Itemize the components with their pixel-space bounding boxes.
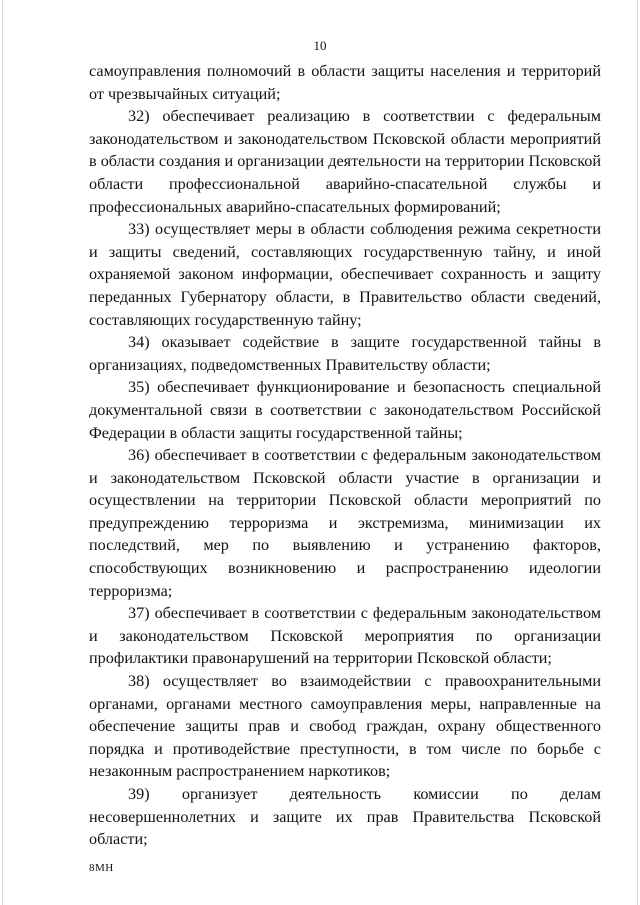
paragraph-continuation: самоуправления полномочий в области защиты населения и территорий от чрезвычайных ситуаций; (89, 62, 601, 103)
document-body (89, 60, 601, 851)
paragraph-item-37: 37) обеспечивает в соответствии с федеральным законодательством и законодательством Псковской мероприятия по организации профилактики правонарушений на территории Псковской области; (89, 604, 601, 668)
scan-edge-left (2, 0, 3, 905)
paragraph-item-36: 36) обеспечивает в соответствии с федеральным законодательством и законодательством Псковской области участие в организации и осуществлении на территории Псковской области мероприятий по предупреждению терроризма и экстремизма, минимизации их последствий, мер по выявлению и устранению факторов, способствующих возникновению и распространению идеологии терроризма; (89, 446, 601, 600)
paragraph-item-39: 39) организует деятельность комиссии по делам несовершеннолетних и защите их прав Правительства Псковской области; (89, 785, 601, 849)
paragraph-item-38: 38) осуществляет во взаимодействии с правоохранительными органами, органами местного самоуправления меры, направленные на обеспечение защиты прав и свобод граждан, охрану общественного порядка и противодействие преступности, в том числе по борьбе с незаконным распространением наркотиков; (89, 672, 601, 781)
scan-edge-right (637, 0, 638, 905)
paragraph-item-35: 35) обеспечивает функционирование и безопасность специальной документальной связи в соответствии с законодательством Российской Федерации в области защиты государственной тайны; (89, 378, 601, 442)
page-number: 10 (313, 38, 327, 53)
paragraph-item-34: 34) оказывает содействие в защите государственной тайны в организациях, подведомственных Правительству области; (89, 333, 601, 374)
paragraph-item-33: 33) осуществляет меры в области соблюдения режима секретности и защиты сведений, составляющих государственную тайну, и иной охраняемой законом информации, обеспечивает сохранность и защиту переданных Губернатору области, в Правительство области сведений, составляющих государственную тайну; (89, 220, 601, 329)
paragraph-item-32: 32) обеспечивает реализацию в соответствии с федеральным законодательством и законодательством Псковской области мероприятий в области создания и организации деятельности на территории Псковской области профессиональной аварийно-спасательной службы и профессиональных аварийно-спасательных формирований; (89, 107, 601, 216)
footer-code: 8МН (89, 862, 114, 874)
